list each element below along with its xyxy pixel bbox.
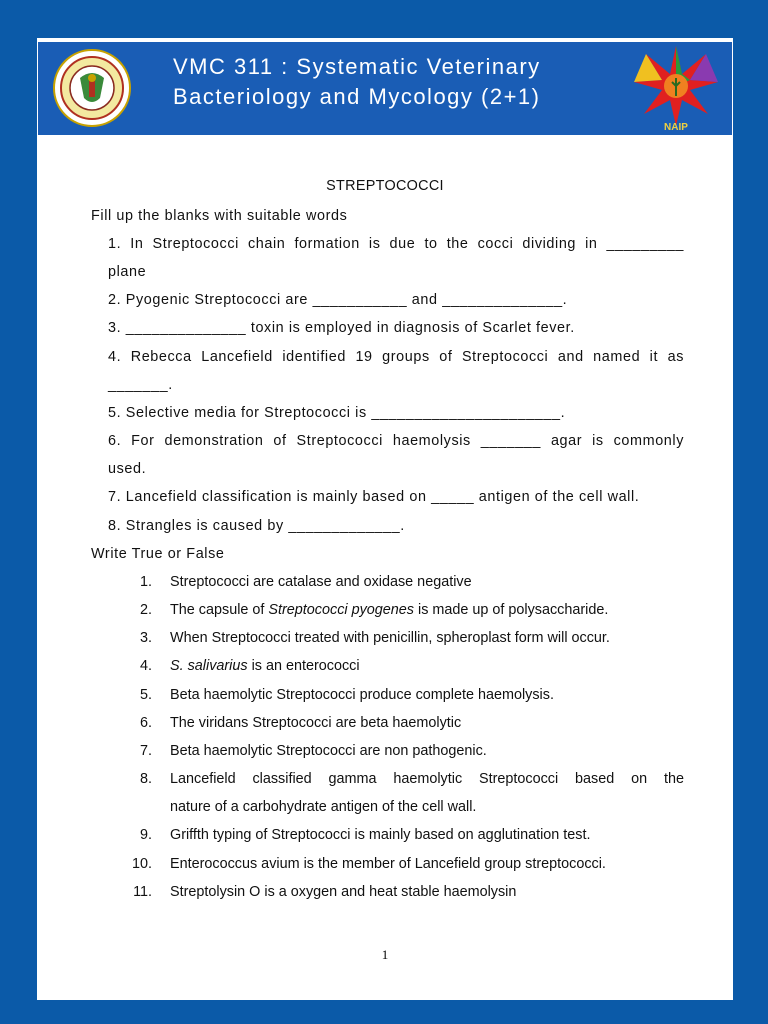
tf-statement: Beta haemolytic Streptococci produce complete haemolysis. xyxy=(170,687,554,703)
tf-statement: When Streptococci treated with penicillin, spheroplast form will occur. xyxy=(170,630,610,646)
document-page xyxy=(37,38,733,1000)
tf-number: 11. xyxy=(133,884,152,900)
university-seal-logo xyxy=(52,48,132,128)
course-title-line-1: VMC 311 : Systematic Veterinary xyxy=(173,54,541,79)
tf-statement: Enterococcus avium is the member of Lancefield group streptococci. xyxy=(170,856,606,872)
tf-number: 8. xyxy=(139,771,152,787)
tf-text: is made up of polysaccharide. xyxy=(414,602,609,618)
fill-blanks-heading: Fill up the blanks with suitable words xyxy=(91,208,348,224)
tf-number: 1. xyxy=(139,574,152,590)
tf-species-name: S. salivarius xyxy=(170,658,248,674)
tf-number: 10. xyxy=(131,856,152,872)
naip-star-logo xyxy=(634,44,718,134)
tf-number: 5. xyxy=(139,687,152,703)
question-4-line-2: _______. xyxy=(108,377,173,393)
section-title: STREPTOCOCCI xyxy=(326,178,444,194)
tf-species-name: Streptococci pyogenes xyxy=(268,602,414,618)
question-5: 5. Selective media for Streptococci is ______________________. xyxy=(108,405,566,421)
tf-text: The capsule of xyxy=(170,602,269,618)
question-6-line-2: used. xyxy=(108,461,147,477)
true-false-heading: Write True or False xyxy=(91,546,225,562)
tf-statement xyxy=(170,602,608,618)
page-number: 1 xyxy=(381,947,389,962)
question-4-line-1: 4. Rebecca Lancefield identified 19 groups of Streptococci and named it as xyxy=(108,349,684,365)
tf-statement xyxy=(170,658,360,674)
tf-statement: Streptococci are catalase and oxidase negative xyxy=(170,574,472,590)
tf-statement: The viridans Streptococci are beta haemolytic xyxy=(170,715,462,731)
tf-text: is an enterococci xyxy=(247,658,360,674)
naip-logo-text: NAIP xyxy=(664,122,688,133)
header-banner xyxy=(38,39,732,135)
tf-statement: Streptolysin O is a oxygen and heat stable haemolysin xyxy=(170,884,517,900)
question-1-line-2: plane xyxy=(108,264,147,280)
tf-number: 6. xyxy=(139,715,152,731)
tf-number: 7. xyxy=(139,743,152,759)
question-2: 2. Pyogenic Streptococci are ___________ and ______________. xyxy=(108,292,568,308)
tf-number: 3. xyxy=(139,630,152,646)
course-title xyxy=(173,52,613,112)
question-6-line-1: 6. For demonstration of Streptococci haemolysis _______ agar is commonly xyxy=(108,433,684,449)
question-3: 3. ______________ toxin is employed in diagnosis of Scarlet fever. xyxy=(108,320,575,336)
course-title-line-2: Bacteriology and Mycology (2+1) xyxy=(173,84,541,109)
question-1-line-1: 1. In Streptococci chain formation is due to the cocci dividing in _________ xyxy=(108,236,684,252)
tf-number: 4. xyxy=(139,658,152,674)
question-8: 8. Strangles is caused by _____________. xyxy=(108,518,405,534)
tf-statement: Lancefield classified gamma haemolytic Streptococci based on the xyxy=(170,771,684,787)
question-7: 7. Lancefield classification is mainly based on _____ antigen of the cell wall. xyxy=(108,489,640,505)
tf-statement: Griffth typing of Streptococci is mainly based on agglutination test. xyxy=(170,827,591,843)
tf-statement: Beta haemolytic Streptococci are non pathogenic. xyxy=(170,743,487,759)
tf-number: 2. xyxy=(139,602,152,618)
tf-statement-continued: nature of a carbohydrate antigen of the cell wall. xyxy=(170,799,477,815)
tf-number: 9. xyxy=(139,827,152,843)
